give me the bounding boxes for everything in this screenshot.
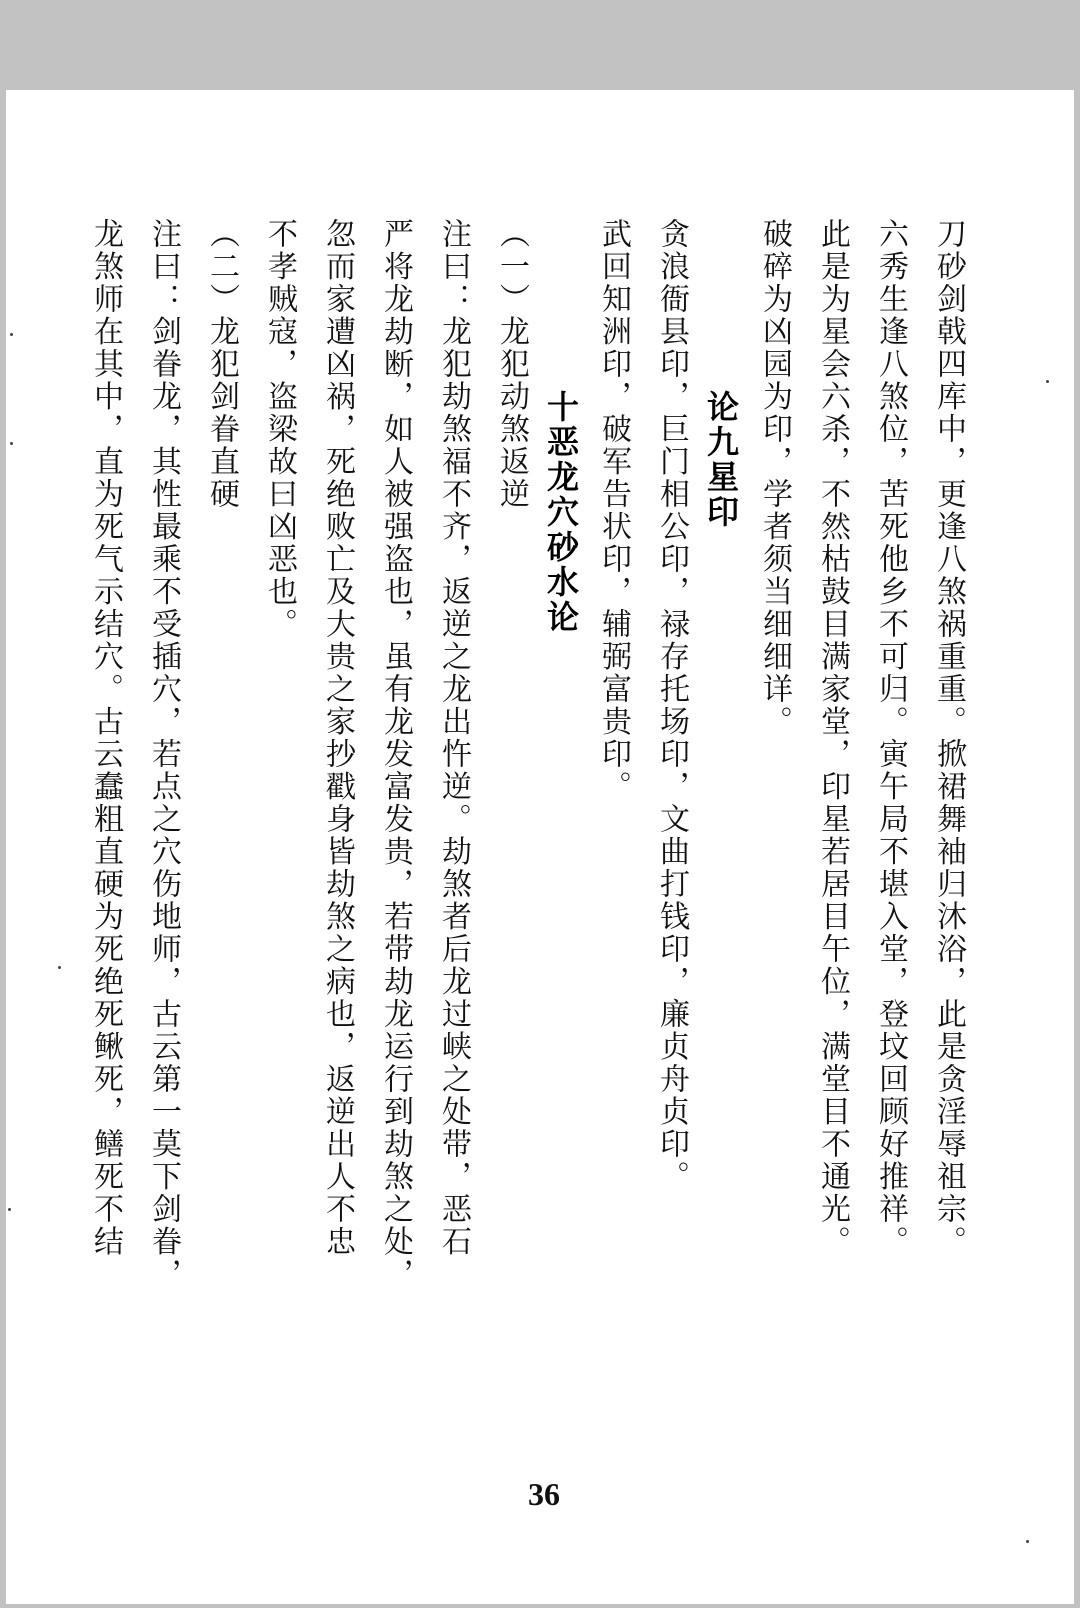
section-heading: 十恶龙穴砂水论 xyxy=(542,390,580,635)
text-line: 刀砂剑戟四库中，更逢八煞祸重重。掀裙舞袖归沐浴，此是贪淫辱祖宗。 xyxy=(931,218,966,1258)
text-line: 不孝贼寇，盗梁故曰凶恶也。 xyxy=(262,218,297,641)
text-line: 六秀生逢八煞位，苦死他乡不可归。寅午局不堪入堂，登坟回顾好推祥。 xyxy=(873,218,908,1258)
text-line: 此是为星会六杀，不然枯鼓目满家堂，印星若居目午位，满堂目不通光。 xyxy=(815,218,850,1258)
scan-speck xyxy=(1046,380,1049,383)
text-line: 注曰：剑眷龙，其性最乘不受插穴，若点之穴伤地师，古云第一莫下剑眷， xyxy=(146,218,181,1291)
text-line: 注曰：龙犯劫煞福不齐，返逆之龙出忤逆。劫煞者后龙过峡之处带，恶石 xyxy=(436,218,471,1258)
text-line: 忽而家遭凶祸，死绝败亡及大贵之家抄戳身皆劫煞之病也，返逆出人不忠 xyxy=(320,218,355,1258)
scan-speck xyxy=(1026,1540,1029,1543)
book-page xyxy=(6,90,1074,1604)
scan-speck xyxy=(10,442,13,445)
page-number: 36 xyxy=(528,1476,560,1512)
section-heading: 论九星印 xyxy=(702,390,740,530)
scan-speck xyxy=(58,966,61,969)
scan-speck xyxy=(8,1208,11,1211)
text-line: （二）龙犯剑眷直硬 xyxy=(204,218,239,511)
text-line: 武回知洲印，破军告状印，辅弼富贵印。 xyxy=(596,218,631,803)
scan-speck xyxy=(10,333,13,336)
text-line: 贪浪衙县印，巨门相公印，禄存托场印，文曲打钱印，廉贞舟贞印。 xyxy=(654,218,689,1193)
text-line: （一）龙犯动煞返逆 xyxy=(494,218,529,511)
text-line: 龙煞师在其中，直为死气示结穴。古云蠢粗直硬为死绝死鳅死，鳝死不结 xyxy=(88,218,123,1258)
text-line: 破碎为凶园为印，学者须当细细详。 xyxy=(757,218,792,738)
viewer-toolbar-area xyxy=(0,0,1080,90)
text-line: 严将龙劫断，如人被强盗也，虽有龙发富发贵，若带劫龙运行到劫煞之处， xyxy=(378,218,413,1291)
